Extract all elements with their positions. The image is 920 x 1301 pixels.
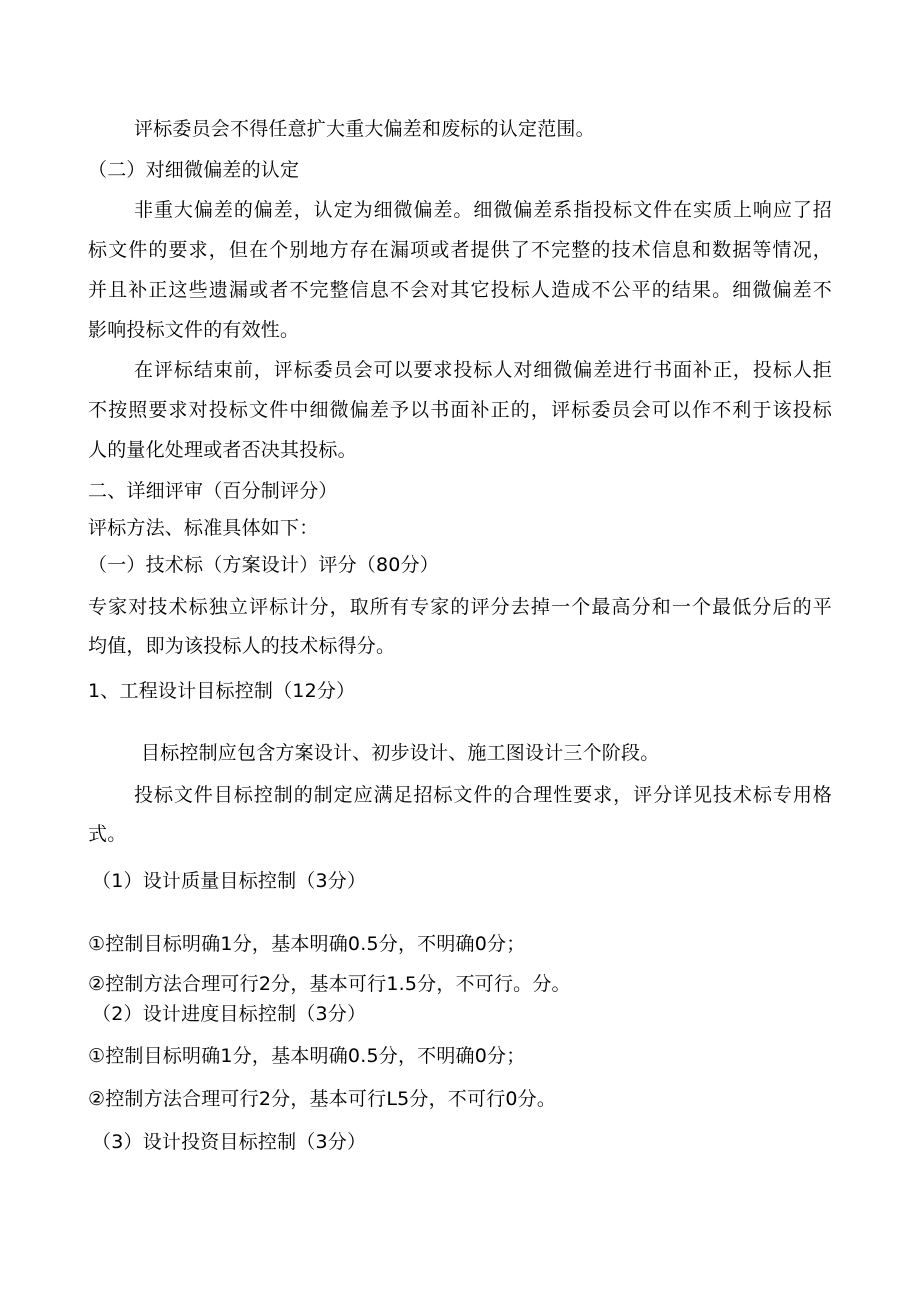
list-item: ②控制方法合理可行2分，基本可行1.5分，不可行。分。 [88,973,571,995]
paragraph-line: 影响投标文件的有效性。 [88,319,300,341]
list-item: ②控制方法合理可行2分，基本可行L5分，不可行0分。 [88,1088,557,1110]
section-heading: 1、工程设计目标控制（12分） [88,680,356,702]
paragraph-line: 并且补正这些遗漏或者不完整信息不会对其它投标人造成不公平的结果。细微偏差不 [88,279,832,301]
list-item: ①控制目标明确1分，基本明确0.5分，不明确0分； [88,933,526,955]
paragraph-line: 在评标结束前，评标委员会可以要求投标人对细微偏差进行书面补正，投标人拒 [134,359,832,381]
list-item: ①控制目标明确1分，基本明确0.5分，不明确0分； [88,1045,526,1067]
section-heading: （一）技术标（方案设计）评分（80分） [88,554,439,576]
subsection-heading: （3）设计投资目标控制（3分） [92,1131,367,1153]
subsection-heading: （2）设计进度目标控制（3分） [92,1003,367,1025]
paragraph-line: 评标方法、标准具体如下： [88,517,319,539]
paragraph-line: 专家对技术标独立评标计分，取所有专家的评分去掉一个最高分和一个最低分后的平 [88,596,832,618]
paragraph-line: 人的量化处理或者否决其投标。 [88,439,357,461]
section-heading: 二、详细评审（百分制评分） [88,480,338,502]
paragraph-line: 评标委员会不得任意扩大重大偏差和废标的认定范围。 [134,118,595,140]
paragraph-line: 标文件的要求，但在个别地方存在漏项或者提供了不完整的技术信息和数据等情况， [88,239,832,261]
paragraph-line: 均值，即为该投标人的技术标得分。 [88,635,396,657]
paragraph-line: 目标控制应包含方案设计、初步设计、施工图设计三个阶段。 [141,742,660,764]
paragraph-line: 不按照要求对投标文件中细微偏差予以书面补正的，评标委员会可以作不利于该投标 [88,399,832,421]
section-heading: （二）对细微偏差的认定 [88,159,300,181]
paragraph-line: 非重大偏差的偏差，认定为细微偏差。细微偏差系指投标文件在实质上响应了招 [134,199,832,221]
paragraph-line: 投标文件目标控制的制定应满足招标文件的合理性要求，评分详见技术标专用格 [134,784,832,806]
subsection-heading: （1）设计质量目标控制（3分） [92,870,367,892]
paragraph-line: 式。 [88,823,127,845]
